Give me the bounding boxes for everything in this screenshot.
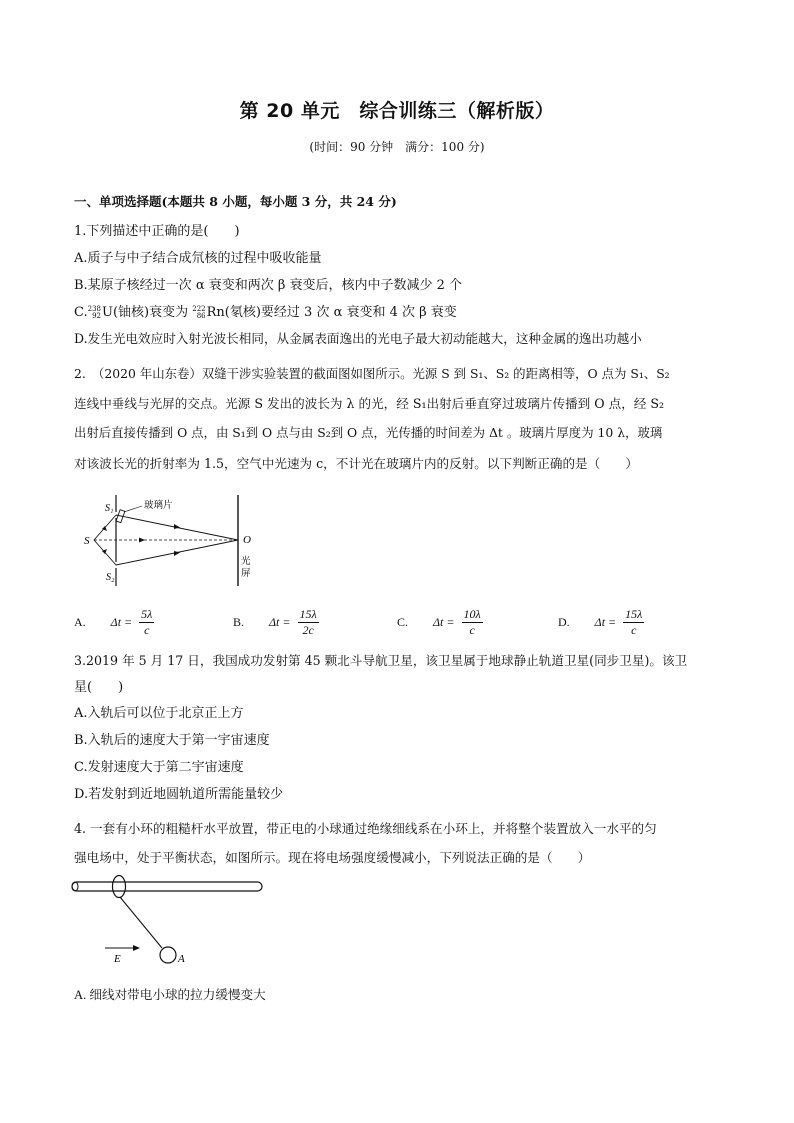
- charged-ball-diagram: [70, 872, 270, 967]
- q3-line-2: 星( ): [74, 680, 124, 695]
- q2-option-c-denominator: c: [469, 623, 475, 637]
- q2-option-a-fraction: [139, 607, 154, 638]
- q2-option-b-label: B.: [233, 615, 245, 629]
- q1-option-b: B.某原子核经过一次 α 衰变和两次 β 衰变后，核内中子数减少 2 个: [74, 278, 463, 293]
- q2-option-a-lhs: Δt =: [110, 615, 133, 629]
- page-title: 第 20 单元 综合训练三（解析版）: [239, 100, 555, 122]
- q1-option-d: D.发生光电效应时入射光波长相同，从金属表面逸出的光电子最大初动能越大，这种金属的逸出功越小: [74, 331, 642, 346]
- screen-label-1: 光: [241, 556, 251, 567]
- q3-line-1: 3.2019 年 5 月 17 日，我国成功发射第 45 颗北斗导航卫星，该卫星属于地球静止轨道卫星(同步卫星)。该卫: [74, 653, 688, 668]
- q2-option-c-fraction: [462, 607, 483, 638]
- q2-line-1: 2. （2020 年山东卷）双缝干涉实验装置的截面图如图所示。光源 S 到 S₁、S₂ 的距离相等，O 点为 S₁、S₂: [74, 366, 670, 381]
- section-heading: 一、单项选择题(本题共 8 小题，每小题 3 分，共 24 分): [74, 194, 397, 209]
- q2-option-d-fraction: [623, 607, 644, 638]
- glass-label: 玻璃片: [144, 500, 173, 511]
- q2-line-2: 连线中垂线与光屏的交点。光源 S 发出的波长为 λ 的光，经 S₁出射后垂直穿过玻璃片传播到 O 点，经 S₂: [74, 396, 665, 411]
- screen-label-2: 屏: [241, 568, 251, 579]
- double-slit-diagram: [80, 490, 280, 590]
- q3-option-d: D.若发射到近地圆轨道所需能量较少: [74, 787, 284, 802]
- point-o-label: O: [243, 534, 251, 546]
- q4-option-a: A. 细线对带电小球的拉力缓慢变大: [74, 988, 266, 1002]
- q2-option-c-label: C.: [397, 615, 409, 629]
- q1-option-c-prefix: C.: [74, 305, 88, 320]
- u-mass-number: 238: [87, 304, 101, 313]
- q3-option-a: A.入轨后可以位于北京正上方: [74, 706, 244, 721]
- q2-option-c-lhs: Δt =: [433, 615, 455, 629]
- q2-option-c: [397, 607, 483, 638]
- q2-option-d: [558, 607, 644, 638]
- source-s-label: S: [84, 535, 90, 547]
- field-arrow-head: [133, 945, 140, 951]
- q4-line-2: 强电场中，处于平衡状态，如图所示。现在将电场强度缓慢减小，下列说法正确的是（ ）: [74, 850, 591, 865]
- q1-option-a: A.质子与中子结合成氘核的过程中吸收能量: [74, 251, 322, 266]
- q2-option-a-numerator: 5λ: [141, 607, 153, 621]
- rn-isotope-script: [192, 306, 205, 320]
- q1-stem: 1.下列描述中正确的是( ): [74, 224, 240, 239]
- q2-option-a-label: A.: [74, 615, 86, 629]
- q2-option-b: [233, 607, 319, 638]
- glass-leader-line: [124, 506, 142, 512]
- u-atomic-number: 92: [92, 311, 101, 320]
- charged-ball: [160, 947, 176, 963]
- slit-s2-label: S₂: [106, 572, 115, 583]
- q1-option-c-radon: Rn(氡核)要经过 3 次 α 衰变和 4 次 β 衰变: [206, 305, 457, 320]
- q2-option-a-denominator: c: [144, 623, 150, 637]
- slit-s1-label: S₁: [105, 503, 114, 514]
- q2-option-d-lhs: Δt =: [594, 615, 617, 629]
- q1-option-c: [74, 301, 457, 320]
- q2-option-b-fraction: [298, 607, 319, 638]
- q2-option-a: [74, 607, 154, 638]
- rough-rod: [72, 882, 262, 891]
- u-isotope-script: [88, 306, 101, 320]
- insulating-thread: [120, 897, 162, 948]
- q2-option-c-numerator: 10λ: [463, 607, 481, 621]
- q2-option-d-label: D.: [558, 615, 570, 629]
- q4-line-1: 4. 一套有小环的粗糙杆水平放置，带正电的小球通过绝缘细线系在小环上，并将整个装置放入一水平的匀: [74, 821, 657, 836]
- small-ring: [113, 876, 126, 898]
- rn-atomic-number: 86: [196, 311, 206, 320]
- exam-info: (时间：90 分钟 满分：100 分): [309, 140, 485, 154]
- q2-option-b-denominator: 2c: [302, 623, 314, 637]
- q3-option-c: C.发射速度大于第二宇宙速度: [74, 760, 244, 775]
- rn-mass-number: 222: [192, 304, 206, 313]
- q2-option-d-numerator: 15λ: [625, 607, 643, 621]
- ball-a-label: A: [178, 953, 185, 965]
- rod-end: [72, 882, 78, 891]
- q2-line-3: 出射后直接传播到 O 点，由 S₁到 O 点与由 S₂到 O 点，光传播的时间差为 Δt 。玻璃片厚度为 10 λ，玻璃: [74, 425, 663, 440]
- q1-option-c-uranium: U(铀核)衰变为: [102, 305, 193, 320]
- q2-option-b-lhs: Δt =: [269, 615, 291, 629]
- q2-option-d-denominator: c: [631, 623, 637, 637]
- q2-option-b-numerator: 15λ: [299, 607, 317, 621]
- field-e-label: E: [114, 953, 121, 965]
- q3-option-b: B.入轨后的速度大于第一宇宙速度: [74, 733, 270, 748]
- arrow-axis: [139, 538, 145, 543]
- q2-line-4: 对该波长光的折射率为 1.5，空气中光速为 c，不计光在玻璃片内的反射。以下判断正确的是（ ）: [74, 456, 639, 471]
